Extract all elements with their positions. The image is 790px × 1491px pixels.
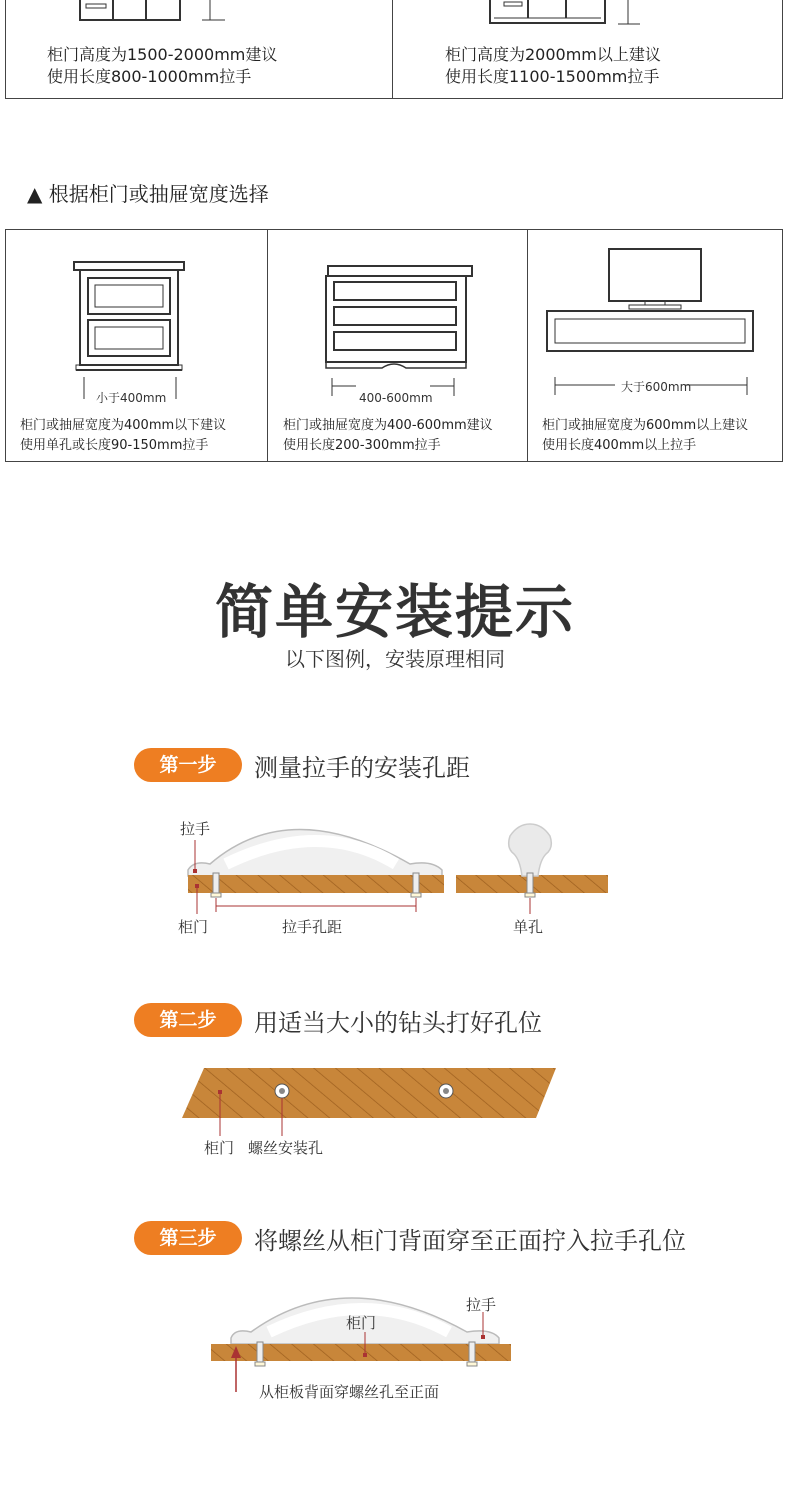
step-2-text: 用适当大小的钻头打好孔位	[254, 1009, 542, 1037]
nightstand-illustration	[70, 258, 200, 408]
width-cell-2-line1: 柜门或抽屉宽度为400-600mm建议	[283, 418, 493, 433]
step-2-label-screw-hole: 螺丝安装孔	[248, 1139, 324, 1157]
width-cell-1-line1: 柜门或抽屉宽度为400mm以下建议	[20, 418, 227, 433]
install-title: 简单安装提示	[214, 578, 575, 646]
height-cell-1-line1: 柜门高度为1500-2000mm建议	[47, 45, 278, 64]
table-divider	[527, 229, 528, 462]
step-1-label-door: 柜门	[178, 918, 209, 936]
step-3-label-note: 从柜板背面穿螺丝孔至正面	[259, 1383, 440, 1401]
height-cell-1-line2: 使用长度800-1000mm拉手	[47, 67, 252, 86]
width-cell-3-line1: 柜门或抽屉宽度为600mm以上建议	[542, 418, 749, 433]
width-cell-3-line2: 使用长度400mm以上拉手	[542, 438, 697, 453]
step-1-text: 测量拉手的安装孔距	[254, 754, 470, 782]
dim-label-small: 小于400mm	[96, 391, 167, 405]
step-1-label-single-hole: 单孔	[513, 918, 544, 936]
dim-label-medium: 400-600mm	[359, 391, 433, 405]
table-divider	[392, 0, 393, 99]
step-1-label-spacing: 拉手孔距	[282, 918, 343, 936]
install-subtitle: 以下图例，安装原理相同	[285, 647, 505, 671]
step-3-text: 将螺丝从柜门背面穿至正面拧入拉手孔位	[254, 1227, 686, 1255]
height-cell-2-line1: 柜门高度为2000mm以上建议	[445, 45, 661, 64]
step-2-label-door: 柜门	[204, 1139, 235, 1157]
step-3-badge: 第三步	[134, 1221, 242, 1255]
width-section-title: ▲ 根据柜门或抽屉宽度选择	[27, 182, 269, 206]
width-cell-1-line2: 使用单孔或长度90-150mm拉手	[20, 438, 209, 453]
step-1-diagram	[170, 820, 620, 920]
step-2-diagram	[180, 1066, 560, 1146]
step-3-label-door: 柜门	[346, 1314, 377, 1332]
dim-label-large: 大于600mm	[621, 380, 692, 394]
step-3-label-handle: 拉手	[466, 1296, 497, 1314]
step-1-label-handle: 拉手	[180, 820, 211, 838]
step-1-badge: 第一步	[134, 748, 242, 782]
table-divider	[267, 229, 268, 462]
height-cell-2-line2: 使用长度1100-1500mm拉手	[445, 67, 660, 86]
cabinet-illustration-tall	[80, 0, 240, 26]
dresser-illustration	[322, 262, 477, 402]
width-cell-2-line2: 使用长度200-300mm拉手	[283, 438, 441, 453]
step-2-badge: 第二步	[134, 1003, 242, 1037]
cabinet-illustration-extra-tall	[490, 0, 650, 28]
